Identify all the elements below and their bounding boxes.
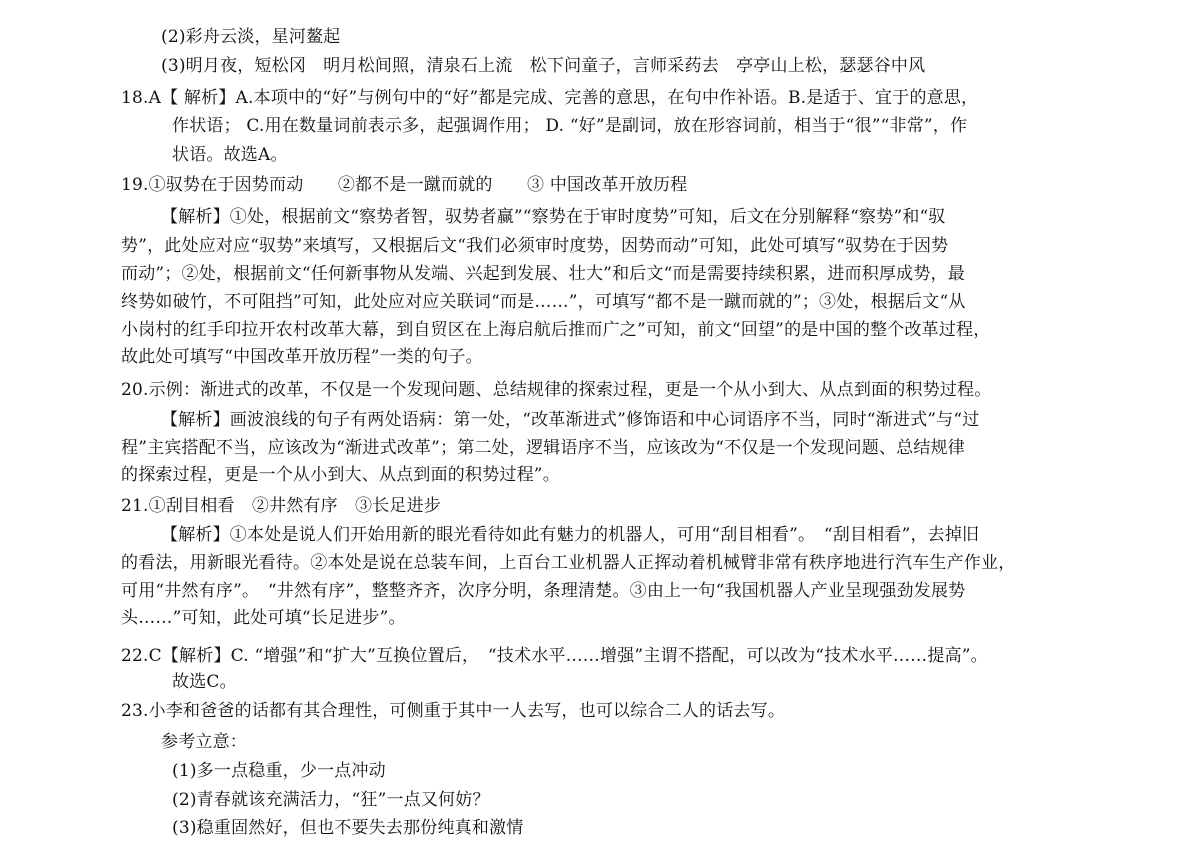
answer-21-analysis: 【解析】①本处是说人们开始用新的眼光看待如此有魅力的机器人，可用“刮目相看”。 “刮目相看”，去掉旧 — [161, 525, 980, 545]
answer-23-idea-1: (1)多一点稳重，少一点冲动 — [172, 761, 386, 781]
answer-19-analysis: 终势如破竹，不可阻挡”可知，此处应对应关联词“而是……”，可填写“都不是一蹴而就的”；③处，根据后文“从 — [121, 292, 966, 312]
answer-19-heading: 19.①驭势在于因势而动 ②都不是一蹴而就的 ③ 中国改革开放历程 — [121, 175, 688, 195]
answer-18-text: 状语。故选A。 — [172, 145, 288, 165]
answer-23-subheading: 参考立意： — [161, 732, 247, 752]
answer-18-text: 作状语； C.用在数量词前表示多，起强调作用； D. “好”是副词，放在形容词前，相当于“很”“非常”，作 — [172, 116, 968, 136]
answer-17-item-3: (3)明月夜，短松冈 明月松间照，清泉石上流 松下问童子，言师采药去 亭亭山上松，瑟瑟谷中风 — [161, 56, 926, 76]
answer-19-analysis: 故此处可填写“中国改革开放历程”一类的句子。 — [121, 347, 483, 367]
answer-19-analysis: 【解析】①处，根据前文“察势者智，驭势者赢”“察势在于审时度势”可知，后文在分别解释“察势”和“驭 — [161, 207, 946, 227]
answer-22-text: 故选C。 — [172, 672, 237, 692]
answer-21-analysis: 可用“井然有序”。 “井然有序”，整整齐齐，次序分明，条理清楚。③由上一句“我国机器人产业呈现强劲发展势 — [121, 581, 966, 601]
answer-20-analysis: 的探索过程，更是一个从小到大、从点到面的积势过程”。 — [121, 465, 560, 485]
answer-23-idea-3: (3)稳重固然好，但也不要失去那份纯真和激情 — [172, 818, 524, 838]
answer-20-analysis: 【解析】画波浪线的句子有两处语病：第一处，“改革渐进式”修饰语和中心词语序不当，同时“渐进式”与“过 — [161, 410, 980, 430]
answer-17-item-2: (2)彩舟云淡，星河鳌起 — [161, 27, 341, 47]
answer-23-heading: 23.小李和爸爸的话都有其合理性，可侧重于其中一人去写，也可以综合二人的话去写。 — [121, 701, 786, 721]
answer-21-analysis: 的看法，用新眼光看待。②本处是说在总装车间，上百台工业机器人正挥动着机械臂非常有秩序地进行汽车生产作业， — [121, 553, 1016, 573]
answer-18-heading: 18.A【 解析】A.本项中的“好”与例句中的“好”都是完成、完善的意思，在句中作补语。B.是适于、宜于的意思， — [121, 88, 979, 108]
answer-20-analysis: 程”主宾搭配不当，应该改为“渐进式改革”；第二处，逻辑语序不当，应该改为“不仅是一个发现问题、总结规律 — [121, 438, 965, 458]
answer-21-heading: 21.①刮目相看 ②井然有序 ③长足进步 — [121, 496, 442, 516]
answer-19-analysis: 而动”；②处，根据前文“任何新事物从发端、兴起到发展、壮大”和后文“而是需要持续积累，进而积厚成势，最 — [121, 264, 965, 284]
answer-20-heading: 20.示例：渐进式的改革，不仅是一个发现问题、总结规律的探索过程，更是一个从小到大、从点到面的积势过程。 — [121, 380, 992, 400]
answer-21-analysis: 头……”可知，此处可填“长足进步”。 — [121, 608, 406, 628]
answer-19-analysis: 小岗村的红手印拉开农村改革大幕，到自贸区在上海启航后推而广之”可知，前文“回望”的是中国的整个改革过程， — [121, 320, 991, 340]
answer-19-analysis: 势”，此处应对应“驭势”来填写，又根据后文“我们必须审时度势，因势而动”可知，此处可填写“驭势在于因势 — [121, 236, 949, 256]
answer-22-heading: 22.C【解析】C. “增强”和“扩大”互换位置后， “技术水平……增强”主谓不搭配，可以改为“技术水平……提高”。 — [121, 646, 988, 666]
answer-23-idea-2: (2)青春就该充满活力，“狂”一点又何妨？ — [172, 790, 490, 810]
